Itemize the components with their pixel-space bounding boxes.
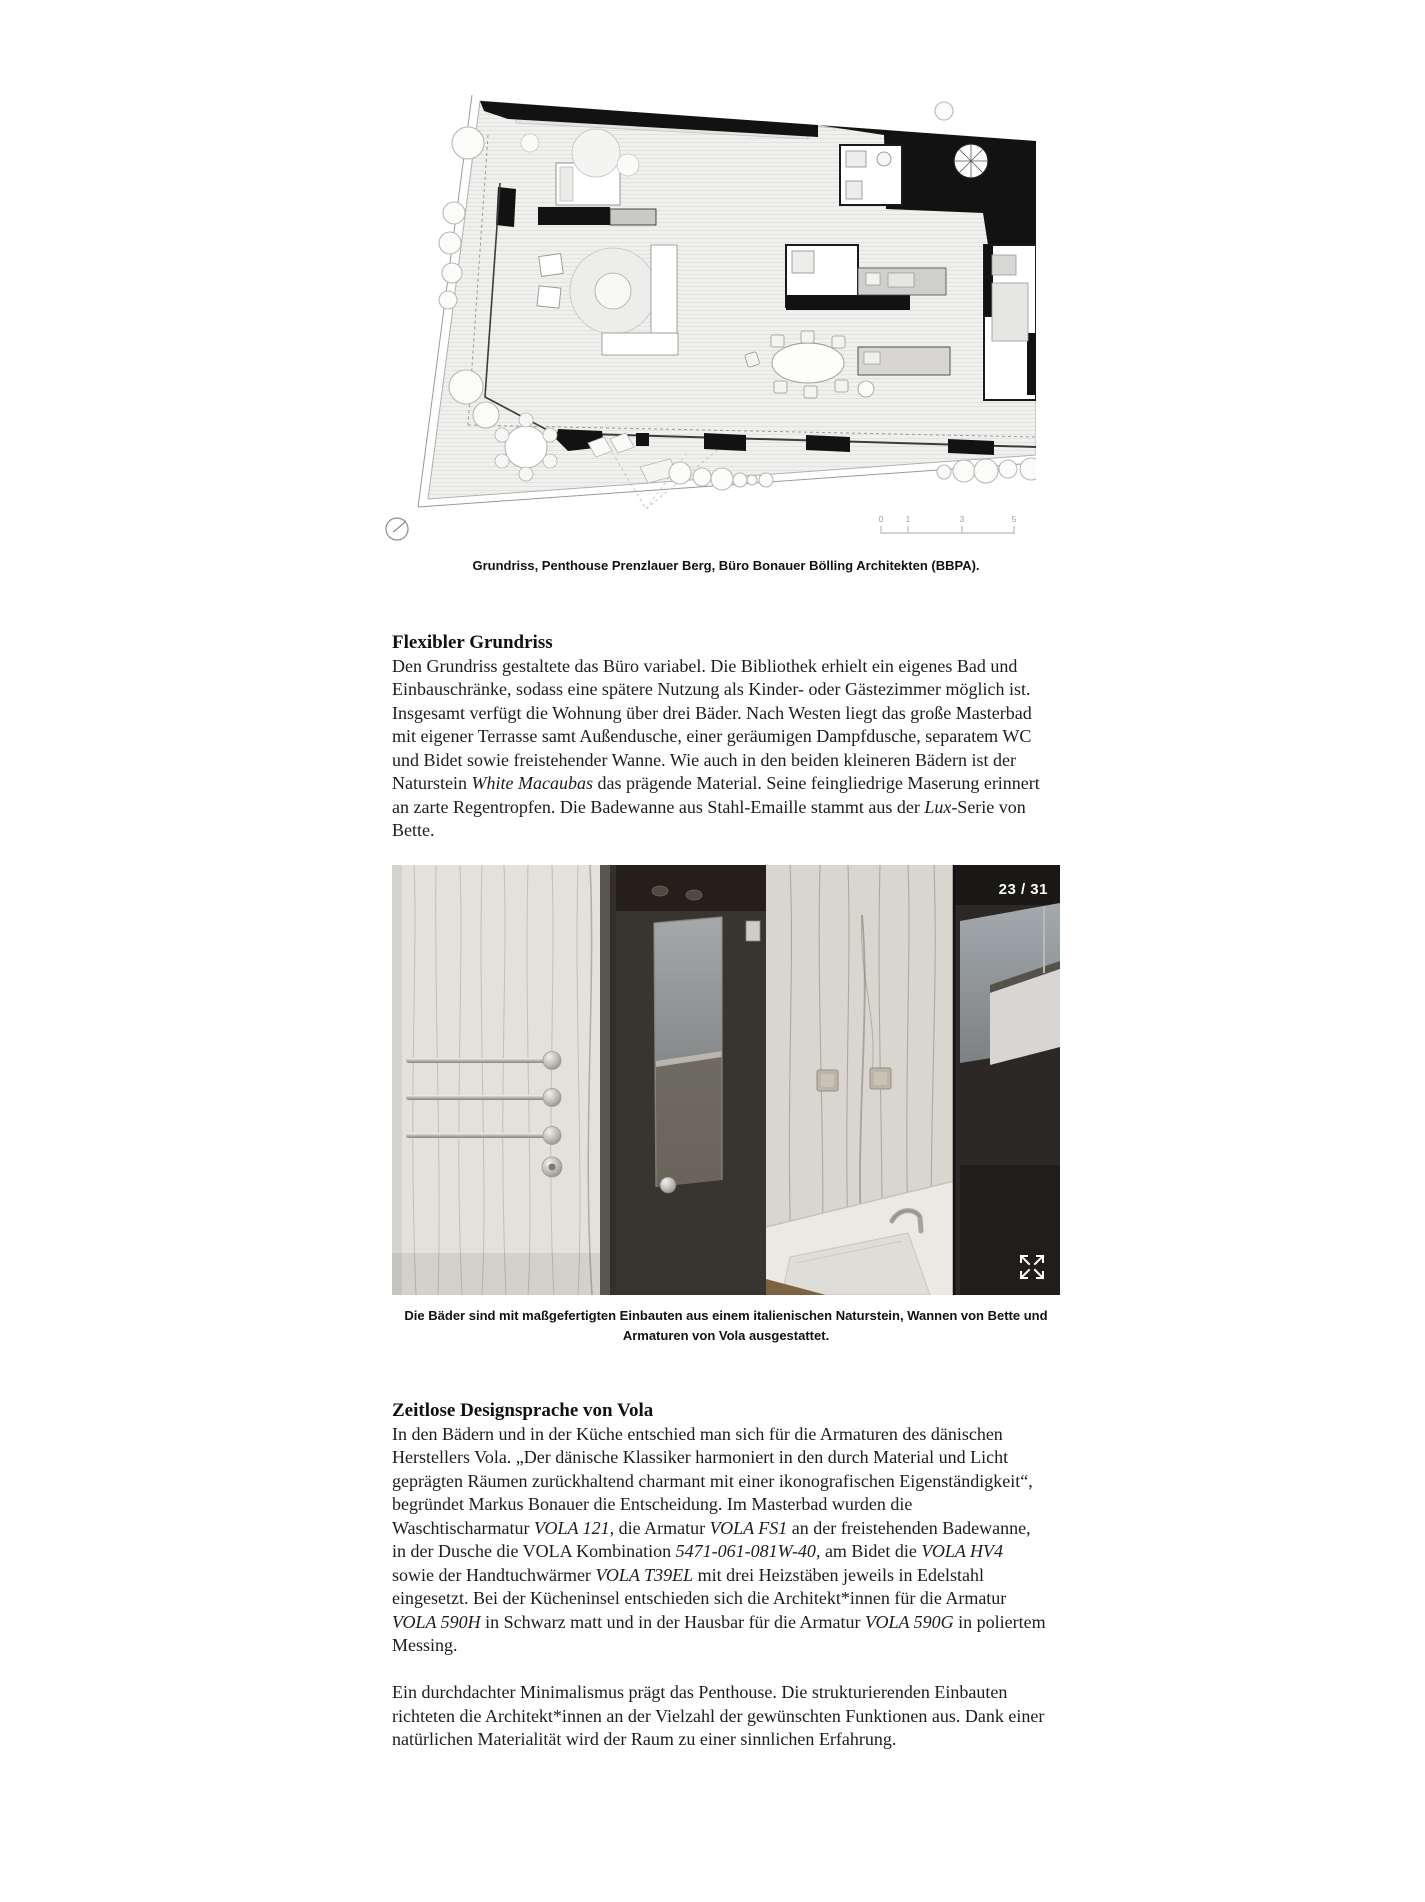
scale-label: 1 — [905, 515, 911, 524]
body-paragraph: Den Grundriss gestaltete das Büro variabel. Die Bibliothek erhielt ein eigenes Bad und Einbauschränke, sodass eine spätere Nutzung als Kinder- oder Gästezimmer möglich ist. Insgesamt verfügt die Wohnung über drei Bäder. Nach Westen liegt das große Masterbad mit eigener Terrasse samt Außendusche, einer geräumigen Dampfdusche, separatem WC und Bidet sowie freistehender Wanne. Wie auch in den beiden kleineren Bädern ist der Naturstein White Macaubas das prägende Material. Seine feingliedrige Maserung erinnert an zarte Regentropfen. Die Badewanne aus Stahl-Emaille stammt aus der Lux-Serie von Bette. — [392, 655, 1040, 840]
body-paragraph: In den Bädern und in der Küche entschied man sich für die Armaturen des dänischen Herstellers Vola. „Der dänische Klassiker harmoniert in den durch Material und Licht geprägten Räumen zurückhaltend charmant mit einer ikonografischen Eigenständigkeit“, begründet Markus Bonauer die Entscheidung. Im Masterbad wurden die Waschtischarmatur VOLA 121, die Armatur VOLA FS1 an der freistehenden Badewanne, in der Dusche die VOLA Kombination 5471-061-081W-40, am Bidet die VOLA HV4 sowie der Handtuchwärmer VOLA T39EL mit drei Heizstäben jeweils in Edelstahl eingesetzt. Bei der Kücheninsel entschieden sich die Architekt*innen für die Armatur VOLA 590H in Schwarz matt und in der Hausbar für die Armatur VOLA 590G in poliertem Messing. — [392, 1423, 1046, 1655]
image-counter: 23 / 31 — [998, 881, 1048, 898]
fullscreen-expand-icon — [1017, 1252, 1047, 1282]
body-paragraph: Ein durchdachter Minimalismus prägt das Penthouse. Die strukturierenden Einbauten richteten die Architekt*innen an der Vielzahl der gewünschten Funktionen aus. Dank einer natürlichen Materialität wird der Raum zu einer sinnlichen Erfahrung. — [392, 1682, 1045, 1749]
floorplan-image — [388, 95, 1036, 513]
floorplan-caption: Grundriss, Penthouse Prenzlauer Berg, Büro Bonauer Bölling Architekten (BBPA). — [472, 558, 980, 573]
bathroom-photo-image — [392, 865, 1060, 1295]
scale-label: 3 — [959, 515, 965, 524]
section-heading: Flexibler Grundriss — [392, 632, 553, 653]
scale-bar — [878, 514, 1018, 540]
scale-label: 5 — [1011, 515, 1017, 524]
gallery-photo[interactable] — [392, 865, 1060, 1295]
section-zeitlose-designsprache — [392, 1399, 1047, 1752]
section-heading: Zeitlose Designsprache von Vola — [392, 1400, 654, 1421]
section-flexibler-grundriss — [392, 631, 1047, 843]
gallery-caption: Die Bäder sind mit maßgefertigten Einbauten aus einem italienischen Naturstein, Wannen von Bette und Armaturen von Vola ausgestattet. — [404, 1308, 1048, 1343]
fullscreen-button[interactable] — [1017, 1252, 1047, 1282]
north-arrow-icon — [382, 514, 412, 544]
scale-label: 0 — [878, 515, 884, 524]
floorplan-figure — [388, 95, 1036, 513]
